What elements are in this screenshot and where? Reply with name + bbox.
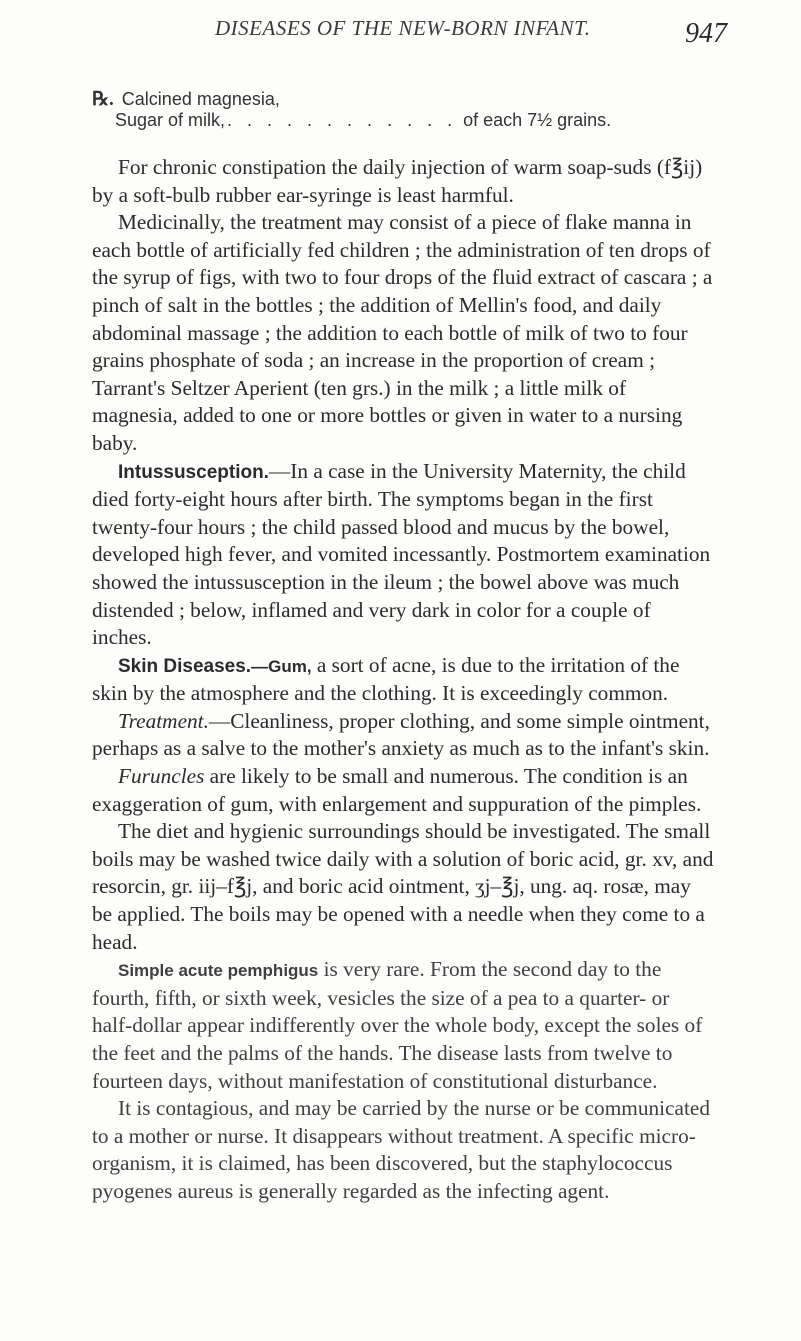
paragraph-text: are likely to be small and numerous. The condition is an exaggeration of gum, with enlargement and suppuration of the pimples. (92, 764, 702, 816)
paragraph-intussusception (92, 458, 714, 652)
rx-symbol: ℞. (92, 89, 114, 110)
section-heading: Intussusception. (118, 461, 269, 483)
paragraph-medicinal-treatment (92, 209, 714, 457)
page-header (0, 14, 801, 54)
prescription-quantity: of each 7½ grains. (463, 110, 612, 130)
running-head: DISEASES OF THE NEW-BORN INFANT. (215, 16, 591, 40)
italic-heading: Treatment. (118, 708, 209, 733)
prescription-ingredient: Sugar of milk, (115, 110, 226, 130)
paragraph-treatment (92, 708, 714, 763)
paragraph-text: —Cleanliness, proper clothing, and some simple ointment, perhaps as a salve to the mother's anxiety as much as to the infant's skin. (92, 708, 710, 761)
section-heading: Simple acute pemphigus (118, 961, 319, 981)
paragraph-constipation (92, 154, 714, 209)
paragraph-text: The diet and hygienic surroundings should be investigated. The small boils may be washed twice daily with a solution of boric acid, gr. xv, and resorcin, gr. iij–f℥j, and boric acid ointment, ʒj–℥j, ung. aq. rosæ, may be applied. The boils may be opened with a needle when they come to a head. (92, 819, 714, 954)
prescription-ingredient: Calcined magnesia, (121, 89, 280, 109)
paragraph-text: a sort of acne, is due to the irritation of the skin by the atmosphere and the clothing. It is exceedingly common. (92, 652, 680, 706)
paragraph-text: is very rare. From the second day to the fourth, fifth, or sixth week, vesicles the size of a pea to a quarter- or half-dollar appear indifferently over the whole body, except the soles of the feet and the palms of the hands. The disease lasts from twelve to fourteen days, without manifestation of constitutional disturbance. (92, 957, 703, 1093)
prescription-line (92, 110, 732, 131)
paragraph-furuncles (92, 763, 714, 818)
prescription (92, 89, 732, 131)
paragraph-diet-hygiene (92, 818, 714, 956)
paragraph-skin-diseases (92, 652, 714, 708)
paragraph-pemphigus (92, 956, 714, 1095)
paragraph-text: It is contagious, and may be carried by the nurse or be communicated to a mother or nurse. It disappears without treatment. A specific micro-organism, it is claimed, has been discovered, but the staphylococcus pyogenes aureus is generally regarded as the infecting agent. (92, 1096, 710, 1203)
prescription-line (92, 89, 732, 110)
italic-heading: Furuncles (118, 764, 205, 789)
paragraph-text: —In a case in the University Maternity, the child died forty-eight hours after birth. The symptoms began in the first twenty-four hours ; the child passed blood and mucus by the bowel, developed high fever, and vomited incessantly. Postmortem examination showed the intussusception in the ileum ; the bowel above was much distended ; below, inflamed and very dark in color for a couple of inches. (92, 458, 711, 650)
leader-dots: . . . . . . . . . . . . (227, 110, 458, 130)
paragraph-text: For chronic constipation the daily injection of warm soap-suds (f℥ij) by a soft-bulb rubber ear-syringe is least harmful. (92, 155, 703, 207)
section-heading: Skin Diseases. (118, 655, 252, 677)
body-text (92, 154, 714, 1206)
paragraph-text: Medicinally, the treatment may consist of a piece of flake manna in each bottle of artificially fed children ; the administration of ten drops of the syrup of figs, with two to four drops of the fluid extract of cascara ; a pinch of salt in the bottles ; the addition of Mellin's food, and daily abdominal massage ; the addition to each bottle of milk of two to four grains phosphate of soda ; an increase in the proportion of cream ; Tarrant's Seltzer Aperient (ten grs.) in the milk ; a little milk of magnesia, added to one or more bottles or given in water to a nursing baby. (92, 210, 713, 455)
subsection-heading: —Gum, (251, 656, 312, 676)
paragraph-contagion (92, 1095, 714, 1205)
page-number: 947 (685, 18, 727, 49)
